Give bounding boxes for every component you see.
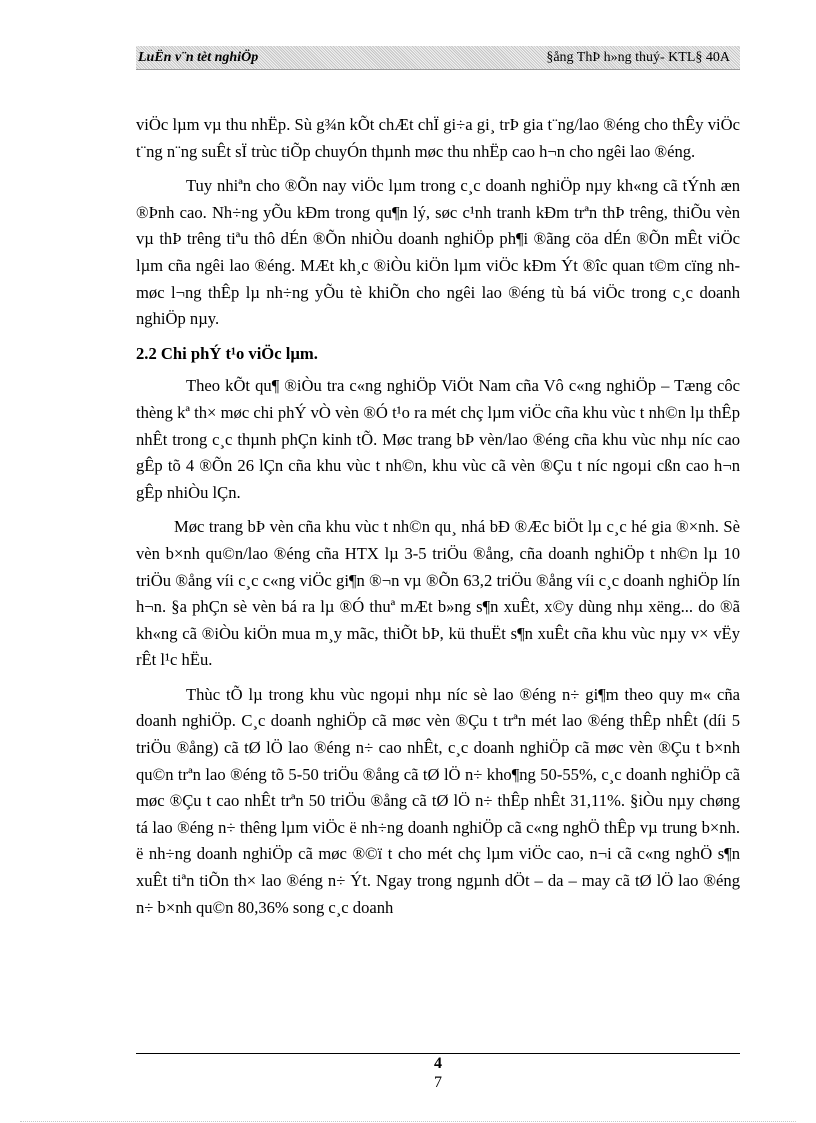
paragraph-4: Møc trang bÞ vèn cña khu vùc t nh©n qu¸ nhá bÐ ®Æc biÖt lµ c¸c hé gia ®×nh. Sè vèn b×nh qu©n/lao ®éng cña HTX lµ 3-5 triÖu ®ång, cña doanh nghiÖp t nh©n lµ 10 triÖu ®ång víi c¸c c«ng viÖc gi¶n ®¬n vµ ®Õn 63,2 triÖu ®ång víi c¸c doanh nghiÖp lín h¬n. §a phÇn sè vèn bá ra lµ ®Ó thuª mÆt b»ng s¶n xuÊt, x©y dùng nhµ xëng... do ®ã kh«ng cã ®iÒu kiÖn mua m¸y mãc, thiÕt bÞ, kü thuËt s¶n xuÊt cña khu vùc nµy v× vËy rÊt l¹c hËu. (136, 517, 740, 670)
header-thesis-title: LuËn v¨n tèt nghiÖp (138, 50, 259, 65)
document-body (136, 112, 740, 929)
paragraph-5: Thùc tÕ lµ trong khu vùc ngoµi nhµ níc sè lao ®éng n÷ gi¶m theo quy m« cña doanh nghiÖp. C¸c doanh nghiÖp cã møc vèn ®Çu t trªn mét lao ®éng thÊp nhÊt (díi 5 triÖu ®ång) cã tØ lÖ lao ®éng n÷ cao nhÊt, c¸c doanh nghiÖp cã møc vèn ®Çu t b×nh qu©n trªn lao ®éng tõ 5-50 triÖu ®ång cã tØ lÖ n÷ kho¶ng 50-55%, c¸c doanh nghiÖp cã møc ®Çu t cao nhÊt trªn 50 triÖu ®ång cã tØ lÖ n÷ thÊp nhÊt 31,11%. §iÒu nµy chøng tá lao ®éng n÷ thêng lµm viÖc ë nh÷ng doanh nghiÖp cã c«ng nghÖ thÊp vµ trung b×nh. ë nh÷ng doanh nghiÖp cã møc ®©ï t cho mét chç lµm viÖc cao, n¬i cã c«ng nghÖ s¶n xuÊt tiªn tiÕn th× lao ®éng n÷ Ýt. Ngay trong ngµnh dÖt – da – may cã tØ lÖ lao ®éng n÷ b×nh qu©n 80,36% song c¸c doanh (136, 684, 740, 917)
page-number-top: 4 (434, 1055, 442, 1072)
running-header (136, 46, 740, 70)
footer-rule (136, 1053, 740, 1054)
page-edge-divider (20, 1121, 796, 1122)
paragraph-3: Theo kÕt qu¶ ®iÒu tra c«ng nghiÖp ViÖt Nam cña Vô c«ng nghiÖp – Tæng côc thèng kª th× møc chi phÝ vÒ vèn ®Ó t¹o ra mét chç lµm viÖc cña khu vùc t nh©n lµ thÊp nhÊt trong c¸c thµnh phÇn kinh tÕ. Møc trang bÞ vèn/lao ®éng cña khu vùc nhµ níc cao gÊp tõ 4 ®Õn 26 lÇn cña khu vùc t nh©n, khu vùc cã vèn ®Çu t níc ngoµi cßn cao h¬n gÊp nhiÒu lÇn. (136, 376, 740, 502)
section-heading: 2.2 Chi phÝ t¹o viÖc lµm. (136, 343, 318, 363)
paragraph-1: viÖc lµm vµ thu nhËp. Sù g¾n kÕt chÆt chÏ gi÷a gi¸ trÞ gia t¨ng/lao ®éng cho thÊy viÖc t¨ng n¨ng suÊt sÏ trùc tiÕp chuyÓn thµnh møc thu nhËp cao h¬n cho ngêi lao ®éng. (136, 115, 740, 161)
header-author: §ång ThÞ h»ng thuý- KTL§ 40A (546, 50, 730, 65)
page-number-bottom: 7 (434, 1074, 442, 1091)
paragraph-2: Tuy nhiªn cho ®Õn nay viÖc lµm trong c¸c doanh nghiÖp nµy kh«ng cã tÝnh æn ®Þnh cao. Nh÷ng yÕu kÐm trong qu¶n lý, søc c¹nh tranh kÐm trªn thÞ trêng, thiÕu vèn vµ thÞ trêng tiªu thô dÉn ®Õn nhiÒu doanh nghiÖp ph¶i ®ãng cöa dÉn ®Õn mÊt viÖc lµm cña ngêi lao ®éng. MÆt kh¸c ®iÒu kiÖn lµm viÖc kÐm Ýt ®îc quan t©m cïng nh møc l¬ng thÊp lµ nh÷ng yÕu tè khiÕn cho ngêi lao ®éng tù bá viÖc trong c¸c doanh nghiÖp nµy. (136, 176, 740, 329)
